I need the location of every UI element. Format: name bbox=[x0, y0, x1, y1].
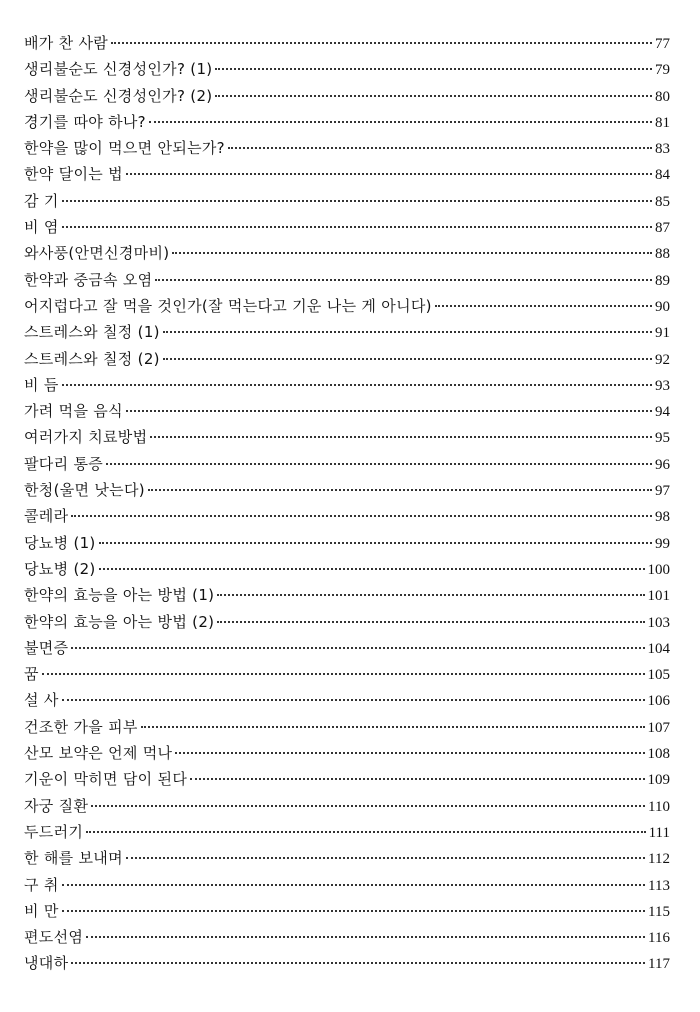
toc-entry-page-number: 77 bbox=[655, 36, 670, 52]
toc-entry-page-number: 91 bbox=[655, 325, 670, 342]
dot-leader bbox=[99, 542, 652, 544]
dot-leader bbox=[62, 226, 652, 228]
dot-leader bbox=[175, 752, 644, 754]
toc-entry-page-number: 116 bbox=[648, 930, 670, 947]
toc-entry bbox=[24, 582, 670, 608]
toc-entry-page-number: 95 bbox=[655, 430, 670, 447]
dot-leader bbox=[148, 489, 652, 491]
toc-entry bbox=[24, 293, 670, 319]
toc-entry bbox=[24, 714, 670, 740]
toc-entry-title: 편도선염 bbox=[24, 928, 84, 947]
toc-entry-page-number: 93 bbox=[655, 377, 670, 394]
toc-entry bbox=[24, 819, 670, 845]
toc-entry-title: 한청(울면 낫는다) bbox=[24, 481, 145, 500]
dot-leader bbox=[42, 673, 645, 675]
dot-leader bbox=[217, 594, 644, 596]
toc-entry-title: 비 듬 bbox=[24, 375, 59, 394]
toc-entry-title: 팔다리 통증 bbox=[24, 454, 104, 473]
toc-entry-title: 산모 보약은 언제 먹나 bbox=[24, 744, 173, 763]
toc-entry-title: 한약의 효능을 아는 방법 (1) bbox=[24, 586, 215, 605]
toc-entry-page-number: 109 bbox=[647, 772, 670, 789]
toc-entry-page-number: 89 bbox=[655, 272, 670, 289]
toc-entry bbox=[24, 609, 670, 635]
dot-leader bbox=[62, 910, 645, 912]
dot-leader bbox=[163, 358, 652, 360]
toc-entry-page-number: 108 bbox=[647, 746, 670, 763]
toc-entry bbox=[24, 924, 670, 950]
toc-entry bbox=[24, 346, 670, 372]
toc-entry bbox=[24, 424, 670, 450]
toc-entry-title: 스트레스와 칠정 (1) bbox=[24, 323, 160, 342]
toc-entry-page-number: 88 bbox=[655, 246, 670, 263]
toc-entry bbox=[24, 950, 670, 976]
toc-entry-page-number: 98 bbox=[655, 509, 670, 526]
dot-leader bbox=[62, 699, 645, 701]
toc-entry bbox=[24, 661, 670, 687]
toc-entry-title: 생리불순도 신경성인가? (1) bbox=[24, 60, 213, 79]
dot-leader bbox=[62, 200, 652, 202]
dot-leader bbox=[155, 279, 652, 281]
toc-entry-title: 당뇨병 (2) bbox=[24, 559, 96, 578]
dot-leader bbox=[435, 305, 652, 307]
dot-leader bbox=[62, 884, 645, 886]
dot-leader bbox=[91, 805, 645, 807]
dot-leader bbox=[62, 384, 652, 386]
table-of-contents bbox=[24, 30, 670, 977]
toc-entry-title: 건조한 가을 피부 bbox=[24, 717, 138, 736]
toc-entry-title: 구 취 bbox=[24, 875, 59, 894]
dot-leader bbox=[172, 252, 652, 254]
toc-entry-page-number: 113 bbox=[648, 877, 670, 894]
toc-entry bbox=[24, 267, 670, 293]
toc-entry-title: 감 기 bbox=[24, 191, 59, 210]
dot-leader bbox=[99, 568, 645, 570]
toc-entry bbox=[24, 240, 670, 266]
toc-entry-page-number: 112 bbox=[648, 851, 670, 868]
toc-entry-title: 비 염 bbox=[24, 218, 59, 237]
dot-leader bbox=[106, 463, 652, 465]
dot-leader bbox=[141, 726, 645, 728]
toc-entry-page-number: 117 bbox=[648, 956, 670, 973]
dot-leader bbox=[86, 831, 645, 833]
toc-entry-title: 여러가지 치료방법 bbox=[24, 428, 148, 447]
toc-entry bbox=[24, 161, 670, 187]
dot-leader bbox=[71, 647, 644, 649]
toc-entry-page-number: 79 bbox=[655, 62, 670, 79]
toc-entry-title: 한약을 많이 먹으면 안되는가? bbox=[24, 139, 225, 158]
toc-entry-page-number: 87 bbox=[655, 220, 670, 237]
toc-entry-page-number: 83 bbox=[655, 141, 670, 158]
toc-entry-page-number: 85 bbox=[655, 193, 670, 210]
toc-entry bbox=[24, 319, 670, 345]
toc-entry-title: 불면증 bbox=[24, 638, 69, 657]
toc-entry-page-number: 92 bbox=[655, 351, 670, 368]
toc-entry bbox=[24, 83, 670, 109]
toc-entry bbox=[24, 451, 670, 477]
toc-entry bbox=[24, 898, 670, 924]
toc-entry bbox=[24, 635, 670, 661]
toc-entry-page-number: 97 bbox=[655, 483, 670, 500]
dot-leader bbox=[217, 621, 644, 623]
toc-entry-title: 한 해를 보내며 bbox=[24, 849, 123, 868]
toc-entry-title: 와사풍(안면신경마비) bbox=[24, 244, 170, 263]
toc-entry bbox=[24, 188, 670, 214]
toc-entry-page-number: 94 bbox=[655, 404, 670, 421]
toc-entry-page-number: 101 bbox=[647, 588, 670, 605]
dot-leader bbox=[190, 778, 644, 780]
dot-leader bbox=[149, 121, 652, 123]
toc-entry-page-number: 110 bbox=[648, 798, 670, 815]
dot-leader bbox=[215, 68, 652, 70]
toc-entry-page-number: 81 bbox=[655, 114, 670, 131]
dot-leader bbox=[86, 936, 645, 938]
toc-entry-page-number: 105 bbox=[647, 667, 670, 684]
toc-entry bbox=[24, 872, 670, 898]
toc-entry bbox=[24, 398, 670, 424]
toc-entry-title: 배가 찬 사람 bbox=[24, 34, 109, 52]
toc-entry bbox=[24, 845, 670, 871]
toc-entry-title: 콜레라 bbox=[24, 507, 69, 526]
toc-entry bbox=[24, 214, 670, 240]
toc-entry-page-number: 107 bbox=[647, 719, 670, 736]
dot-leader bbox=[126, 173, 652, 175]
toc-entry-page-number: 100 bbox=[647, 561, 670, 578]
toc-entry bbox=[24, 477, 670, 503]
toc-entry-title: 어지럽다고 잘 먹을 것인가(잘 먹는다고 기운 나는 게 아니다) bbox=[24, 296, 432, 315]
toc-entry-page-number: 96 bbox=[655, 456, 670, 473]
toc-entry bbox=[24, 135, 670, 161]
toc-entry-title: 자궁 질환 bbox=[24, 796, 89, 815]
toc-entry bbox=[24, 56, 670, 82]
toc-entry bbox=[24, 793, 670, 819]
toc-entry-title: 스트레스와 칠정 (2) bbox=[24, 349, 160, 368]
toc-entry bbox=[24, 372, 670, 398]
dot-leader bbox=[71, 515, 652, 517]
toc-entry bbox=[24, 740, 670, 766]
toc-entry-title: 생리불순도 신경성인가? (2) bbox=[24, 86, 213, 105]
dot-leader bbox=[215, 95, 652, 97]
toc-entry-page-number: 103 bbox=[647, 614, 670, 631]
toc-entry-title: 한약의 효능을 아는 방법 (2) bbox=[24, 612, 215, 631]
toc-entry-title: 당뇨병 (1) bbox=[24, 533, 96, 552]
toc-entry-title: 냉대하 bbox=[24, 954, 69, 973]
toc-entry-page-number: 84 bbox=[655, 167, 670, 184]
toc-entry bbox=[24, 687, 670, 713]
toc-entry bbox=[24, 530, 670, 556]
toc-entry-page-number: 111 bbox=[648, 824, 670, 841]
dot-leader bbox=[71, 962, 645, 964]
toc-entry bbox=[24, 503, 670, 529]
dot-leader bbox=[228, 147, 652, 149]
toc-entry-title: 한약과 중금속 오염 bbox=[24, 270, 153, 289]
toc-entry-title: 설 사 bbox=[24, 691, 59, 710]
toc-entry-title: 꿈 bbox=[24, 665, 39, 684]
toc-entry-title: 경기를 따야 하나? bbox=[24, 112, 146, 131]
dot-leader bbox=[111, 42, 652, 44]
toc-entry-title: 기운이 막히면 담이 된다 bbox=[24, 770, 188, 789]
toc-entry bbox=[24, 766, 670, 792]
toc-entry bbox=[24, 30, 670, 56]
toc-entry-title: 가려 먹을 음식 bbox=[24, 402, 123, 421]
toc-entry-title: 비 만 bbox=[24, 901, 59, 920]
toc-entry bbox=[24, 556, 670, 582]
toc-entry-page-number: 106 bbox=[647, 693, 670, 710]
dot-leader bbox=[150, 436, 652, 438]
toc-entry-page-number: 104 bbox=[647, 640, 670, 657]
toc-entry-page-number: 90 bbox=[655, 298, 670, 315]
toc-entry-title: 한약 달이는 법 bbox=[24, 165, 123, 184]
dot-leader bbox=[126, 857, 645, 859]
toc-entry-page-number: 115 bbox=[648, 903, 670, 920]
toc-entry-page-number: 99 bbox=[655, 535, 670, 552]
dot-leader bbox=[126, 410, 652, 412]
toc-entry-title: 두드러기 bbox=[24, 822, 84, 841]
toc-entry-page-number: 80 bbox=[655, 88, 670, 105]
dot-leader bbox=[163, 331, 652, 333]
toc-entry bbox=[24, 109, 670, 135]
